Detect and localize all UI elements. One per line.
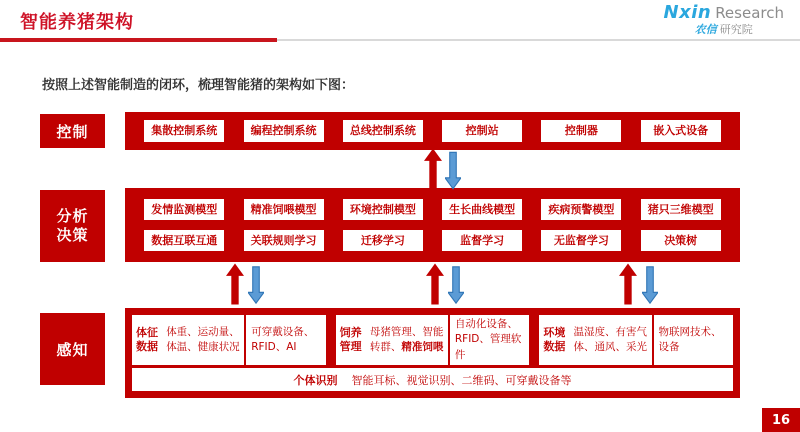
control-row-bar (125, 112, 740, 150)
down-arrow-icon (642, 260, 658, 310)
title-underline-red (0, 38, 277, 42)
control-item: 编程控制系统 (244, 120, 324, 141)
row-label-control-text: 控制 (56, 122, 89, 141)
analysis-learning-item: 监督学习 (442, 230, 522, 251)
perception-detail: 体重、运动量、体温、健康状况 (166, 325, 240, 353)
title-underline-gray (277, 39, 800, 41)
up-arrow-icon (426, 259, 444, 309)
analysis-row-bar (125, 188, 740, 262)
perception-tools: 物联网技术、设备 (658, 325, 722, 353)
page-title: 智能养猪架构 (20, 12, 134, 33)
analysis-learning-row (125, 230, 740, 251)
analysis-model-item: 生长曲线模型 (442, 199, 522, 220)
perception-row-bar (125, 308, 740, 398)
perception-tools: 自动化设备、RFID、管理软件 (454, 318, 522, 361)
logo-cn-research-text: 研究院 (719, 22, 753, 36)
perception-group-environment (539, 315, 733, 365)
perception-category: 饲养管理 (339, 326, 362, 353)
row-label-control (40, 114, 105, 148)
down-arrow-icon (448, 260, 464, 310)
row-label-perception-text: 感知 (56, 340, 89, 359)
nxin-research-logo (664, 3, 784, 36)
analysis-model-item: 猪只三维模型 (641, 199, 721, 220)
perception-detail: 温湿度、有害气体、通风、采光 (573, 325, 648, 353)
analysis-learning-item: 无监督学习 (541, 230, 621, 251)
intro-text: 按照上述智能制造的闭环，梳理智能猪的架构如下图： (42, 78, 355, 93)
analysis-learning-item: 关联规则学习 (244, 230, 324, 251)
up-arrow-icon (424, 148, 442, 190)
analysis-model-item: 环境控制模型 (343, 199, 423, 220)
perception-groups (132, 315, 733, 365)
down-arrow-icon (445, 149, 461, 192)
analysis-learning-item: 迁移学习 (343, 230, 423, 251)
down-arrow-icon (248, 260, 264, 310)
analysis-model-item: 疾病预警模型 (541, 199, 621, 220)
identity-text: 智能耳标、视觉识别、二维码、可穿戴设备等 (351, 373, 572, 387)
perception-group-feeding (336, 315, 530, 365)
logo-research-text: Research (715, 4, 784, 22)
analysis-models-row (125, 199, 740, 220)
perception-detail: 母猪管理、智能转群、 (369, 325, 444, 353)
control-item: 控制器 (541, 120, 621, 141)
perception-tools: 可穿戴设备、RFID、AI (251, 325, 315, 353)
analysis-model-item: 精准饲喂模型 (244, 199, 324, 220)
row-label-analysis-text: 分析决策 (56, 207, 89, 244)
identity-label: 个体识别 (293, 373, 338, 387)
row-label-analysis (40, 190, 105, 262)
logo-cn-brand-text: 农信 (694, 22, 717, 36)
up-arrow-icon (619, 259, 637, 309)
analysis-learning-item: 数据互联互通 (144, 230, 224, 251)
control-item: 控制站 (442, 120, 522, 141)
row-label-perception (40, 313, 105, 385)
control-item: 集散控制系统 (144, 120, 224, 141)
identity-bar (132, 368, 733, 391)
perception-detail-bold: 精准饲喂 (401, 341, 444, 353)
control-item: 总线控制系统 (343, 120, 423, 141)
control-item: 嵌入式设备 (641, 120, 721, 141)
perception-group-vitals (132, 315, 326, 365)
analysis-model-item: 发情监测模型 (144, 199, 224, 220)
perception-category: 体征数据 (136, 326, 158, 353)
page-number: 16 (762, 408, 800, 432)
perception-category: 环境数据 (543, 326, 566, 353)
up-arrow-icon (226, 259, 244, 309)
logo-brand-text: Nxin (663, 2, 712, 23)
analysis-learning-item: 决策树 (641, 230, 721, 251)
